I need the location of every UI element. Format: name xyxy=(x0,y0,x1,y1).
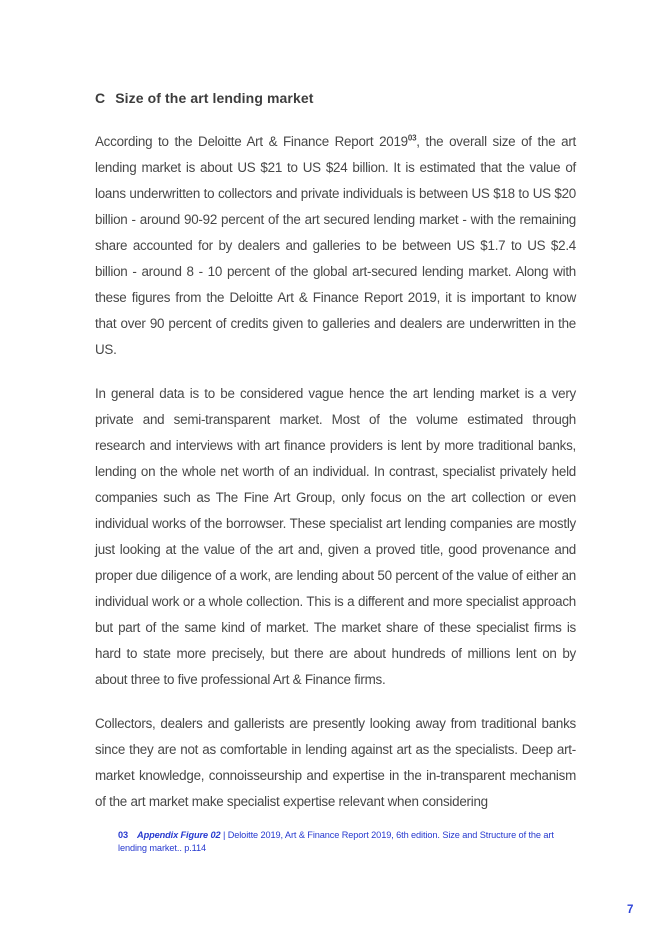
footnote-figure-reference: Appendix Figure 02 xyxy=(137,830,221,840)
page-content xyxy=(95,88,576,815)
paragraph-market-vagueness: In general data is to be considered vague hence the art lending market is a very private and semi-transparent market. Most of the volume estimated through research and interviews with art finance providers is lent by more traditional banks, lending on the whole net worth of an individual. In contrast, specialist privately held companies such as The Fine Art Group, only focus on the art collection or even individual works of the borrowser. These specialist art lending companies are mostly just looking at the value of the art and, given a proved title, good provenance and proper due diligence of a work, are lending about 50 percent of the value of either an individual work or a whole collection. This is a different and more specialist approach but part of the same kind of market. The market share of these specialist firms is hard to state more precisely, but there are about hundreds of millions lent on by about three to five professional Art & Finance firms. xyxy=(95,386,576,687)
footnote xyxy=(118,829,576,854)
page-number: 7 xyxy=(627,904,634,916)
footnote-reference-superscript: 03 xyxy=(407,133,417,143)
paragraph-text-after-footnote-ref: , the overall size of the art lending market is about US $21 to US $24 billion. It is estimated that the value of loans underwritten to collectors and private individuals is between US $18 to US $20 billion - around 90-92 percent of the art secured lending market - with the remaining share accounted for by dealers and galleries to be between US $1.7 to US $2.4 billion - around 8 - 10 percent of the global art-secured lending market. Along with these figures from the Deloitte Art & Finance Report 2019, it is important to know that over 90 percent of credits given to galleries and dealers are underwritten in the US. xyxy=(95,134,577,357)
footnote-number: 03 xyxy=(118,830,129,840)
paragraph-market-size xyxy=(95,129,576,363)
paragraph-collectors-specialists: Collectors, dealers and gallerists are presently looking away from traditional banks since they are not as comfortable in lending against art as the specialists. Deep art-market knowledge, connoisseurship and expertise in the in-transparent mechanism of the art market make specialist expertise relevant when considering xyxy=(95,716,576,809)
footnote-citation-text: | Deloitte 2019, Art & Finance Report 2019, 6th edition. Size and Structure of the art lending market.. p.114 xyxy=(118,830,554,853)
section-letter: C xyxy=(95,90,106,106)
section-heading xyxy=(95,88,576,108)
section-title: Size of the art lending market xyxy=(115,90,314,106)
paragraph-text-before-footnote-ref: According to the Deloitte Art & Finance Report 2019 xyxy=(95,134,408,149)
